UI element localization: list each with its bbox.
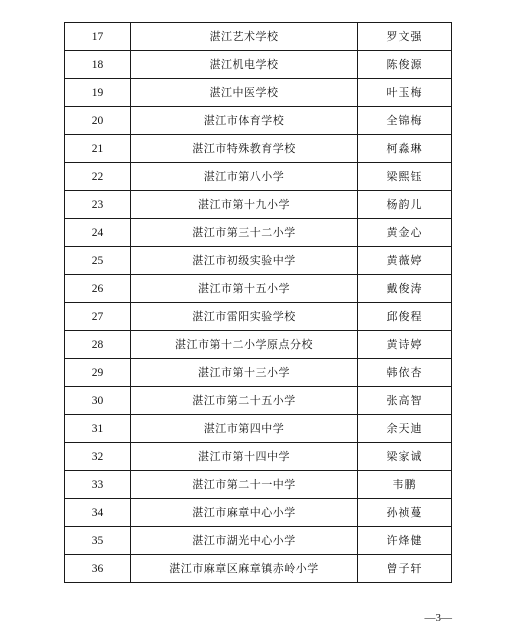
table-row [65, 359, 452, 387]
person-name: 罗文强 [358, 23, 452, 51]
school-name: 湛江机电学校 [131, 51, 358, 79]
person-name: 杨韵儿 [358, 191, 452, 219]
person-name: 陈俊源 [358, 51, 452, 79]
school-name: 湛江中医学校 [131, 79, 358, 107]
roster-table [64, 22, 452, 583]
person-name: 黄金心 [358, 219, 452, 247]
person-name: 全锦梅 [358, 107, 452, 135]
table-row [65, 499, 452, 527]
table-row [65, 191, 452, 219]
school-name: 湛江市初级实验中学 [131, 247, 358, 275]
school-name: 湛江市第三十二小学 [131, 219, 358, 247]
table-row [65, 303, 452, 331]
table-row [65, 51, 452, 79]
person-name: 柯淼琳 [358, 135, 452, 163]
row-number: 31 [65, 415, 131, 443]
person-name: 曾子轩 [358, 555, 452, 583]
school-name: 湛江市麻章区麻章镇赤岭小学 [131, 555, 358, 583]
table-row [65, 219, 452, 247]
school-name: 湛江市第十五小学 [131, 275, 358, 303]
row-number: 28 [65, 331, 131, 359]
table-row [65, 163, 452, 191]
school-name: 湛江市第二十五小学 [131, 387, 358, 415]
school-name: 湛江市第二十一中学 [131, 471, 358, 499]
school-name: 湛江市雷阳实验学校 [131, 303, 358, 331]
school-name: 湛江市体育学校 [131, 107, 358, 135]
row-number: 35 [65, 527, 131, 555]
table-row [65, 135, 452, 163]
table-row [65, 23, 452, 51]
page-number: —3— [424, 612, 452, 624]
school-name: 湛江市湖光中心小学 [131, 527, 358, 555]
school-name: 湛江市第八小学 [131, 163, 358, 191]
person-name: 叶玉梅 [358, 79, 452, 107]
school-name: 湛江市第十九小学 [131, 191, 358, 219]
table-row [65, 555, 452, 583]
table-row [65, 387, 452, 415]
person-name: 黄薇婷 [358, 247, 452, 275]
row-number: 36 [65, 555, 131, 583]
row-number: 23 [65, 191, 131, 219]
row-number: 24 [65, 219, 131, 247]
row-number: 25 [65, 247, 131, 275]
school-name: 湛江市第十二小学原点分校 [131, 331, 358, 359]
school-name: 湛江市麻章中心小学 [131, 499, 358, 527]
person-name: 余天迪 [358, 415, 452, 443]
row-number: 33 [65, 471, 131, 499]
school-name: 湛江市第十三小学 [131, 359, 358, 387]
row-number: 32 [65, 443, 131, 471]
row-number: 34 [65, 499, 131, 527]
person-name: 黄诗婷 [358, 331, 452, 359]
row-number: 20 [65, 107, 131, 135]
row-number: 21 [65, 135, 131, 163]
table-row [65, 247, 452, 275]
row-number: 26 [65, 275, 131, 303]
row-number: 17 [65, 23, 131, 51]
row-number: 19 [65, 79, 131, 107]
row-number: 29 [65, 359, 131, 387]
school-name: 湛江市第十四中学 [131, 443, 358, 471]
person-name: 韦鹏 [358, 471, 452, 499]
person-name: 梁熙钰 [358, 163, 452, 191]
table-row [65, 107, 452, 135]
table-row [65, 79, 452, 107]
school-name: 湛江市第四中学 [131, 415, 358, 443]
table-row [65, 527, 452, 555]
school-name: 湛江市特殊教育学校 [131, 135, 358, 163]
table-row [65, 471, 452, 499]
person-name: 孙祯蔓 [358, 499, 452, 527]
table-row [65, 275, 452, 303]
row-number: 22 [65, 163, 131, 191]
row-number: 30 [65, 387, 131, 415]
table-row [65, 443, 452, 471]
person-name: 邱俊程 [358, 303, 452, 331]
table-row [65, 415, 452, 443]
person-name: 梁家诚 [358, 443, 452, 471]
school-name: 湛江艺术学校 [131, 23, 358, 51]
person-name: 戴俊涛 [358, 275, 452, 303]
table-row [65, 331, 452, 359]
person-name: 许烽健 [358, 527, 452, 555]
row-number: 18 [65, 51, 131, 79]
person-name: 张高智 [358, 387, 452, 415]
person-name: 韩依杏 [358, 359, 452, 387]
row-number: 27 [65, 303, 131, 331]
